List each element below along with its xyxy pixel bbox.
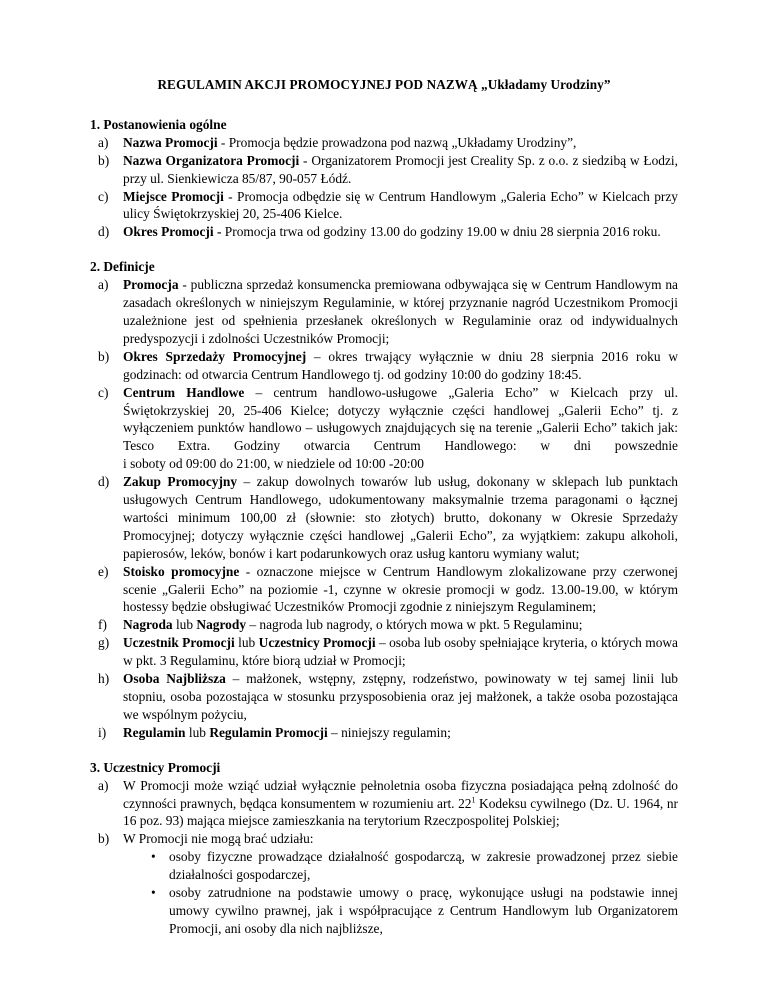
- bullet-item: • osoby fizyczne prowadzące działalność gospodarczą, w zakresie prowadzonej przez siebie działalności gospodarczej,: [151, 849, 678, 883]
- list-item: i) Regulamin lub Regulamin Promocji – niniejszy regulamin;: [98, 724, 451, 740]
- list-item: b) Okres Sprzedaży Promocyjnej – okres trwający wyłącznie w dniu 28 sierpnia 2016 roku w godzinach: od otwarcia Centrum Handlowego tj. od godziny 10:00 do godziny 18:45.: [98, 348, 678, 382]
- bullet-icon: •: [151, 849, 156, 865]
- document-title: REGULAMIN AKCJI PROMOCYJNEJ POD NAZWĄ „Układamy Urodziny”: [157, 77, 611, 92]
- section-participants: [90, 759, 678, 938]
- list-item: f) Nagroda lub Nagrody – nagroda lub nagrody, o których mowa w pkt. 5 Regulaminu;: [98, 617, 583, 633]
- list-item: b) Nazwa Organizatora Promocji - Organizatorem Promocji jest Creality Sp. z o.o. z siedzibą w Łodzi, przy ul. Sienkiewicza 85/87, 90-057 Łódź.: [98, 152, 678, 186]
- bullet-item: • osoby zatrudnione na podstawie umowy o pracę, wykonujące usługi na podstawie innej umowy cywilno prawnej, jak i współpracujące z Centrum Handlowym lub Organizatorem Promocji, ani osoby dla nich najbliższe,: [151, 885, 678, 936]
- list-item: d) Zakup Promocyjny – zakup dowolnych towarów lub usług, dokonany w sklepach lub punktach usługowych Centrum Handlowego, udokumentowany maksymalnie trzema paragonami o łącznej wartości minimum 100,00 zł (słownie: sto złotych) brutto, dokonany w Okresie Sprzedaży Promocyjnej; dotyczy wyłącznie części handlowej „Galerii Echo”, za wyjątkiem: zakupu alkoholi, papierosów, leków, bonów i kart podarunkowych oraz usług kantoru wymiany walut;: [98, 474, 679, 561]
- list-item: c) Miejsce Promocji - Promocja odbędzie się w Centrum Handlowym „Galeria Echo” w Kielcach przy ulicy Świętokrzyskiej 20, 25-406 Kielce.: [98, 188, 678, 222]
- list-item: h) Osoba Najbliższa – małżonek, wstępny, zstępny, rodzeństwo, powinowaty w tej samej linii lub stopniu, osoba pozostająca w stosunku przysposobienia oraz jej małżonek, a także osoba pozostająca we wspólnym pożyciu,: [98, 671, 678, 722]
- section-heading: 2. Definicje: [90, 259, 155, 275]
- section-general-provisions: [90, 116, 678, 241]
- list-item: a) Promocja - publiczna sprzedaż konsumencka premiowana odbywająca się w Centrum Handlowym na zasadach określonych w niniejszym Regulaminie, w której przyznanie nagród Uczestnikom Promocji uzależnione jest od spełnienia przesłanek określonych w Regulaminie oraz od indywidualnych predyspozycji i zdolności Uczestników Promocji;: [98, 277, 678, 346]
- bullet-icon: •: [151, 885, 156, 901]
- list-item: d) Okres Promocji - Promocja trwa od godziny 13.00 do godziny 19.00 w dniu 28 sierpnia 2016 roku.: [98, 224, 661, 240]
- section-heading: 3. Uczestnicy Promocji: [90, 759, 221, 775]
- list-item: a) W Promocji może wziąć udział wyłącznie pełnoletnia osoba fizyczna posiadająca pełną zdolność do czynności prawnych, będąca konsumentem w rozumieniu art. $22^1$ Kodeksu cywilnego (Dz. U. 1964, nr 16 poz. 93) mająca miejsce zamieszkania na terytorium Rzeczpospolitej Polskiej;: [98, 777, 678, 829]
- list-item: a) Nazwa Promocji - Promocja będzie prowadzona pod nazwą „Układamy Urodziny”,: [98, 134, 577, 150]
- list-item: g) Uczestnik Promocji lub Uczestnicy Promocji – osoba lub osoby spełniające kryteria, o których mowa w pkt. 3 Regulaminu, które biorą udział w Promocji;: [98, 635, 679, 669]
- list-item: c) Centrum Handlowe – centrum handlowo-usługowe „Galeria Echo” w Kielcach przy ul. Świętokrzyskiej 20, 25-406 Kielce; dotyczy wyłącznie części handlowej „Galerii Echo” tj. z wyłączeniem punktów handlowo – usługowych znajdujących się na terenie „Galerii Echo” takich jak: Tesco Extra. Godziny otwarcia Centrum Handlowego: w dni powszednie i soboty od 09:00 do 21:00, w niedziele od 10:00 -20:00: [98, 384, 678, 472]
- list-item: b) W Promocji nie mogą brać udziału:: [98, 831, 314, 847]
- section-heading: 1. Postanowienia ogólne: [90, 116, 227, 132]
- section-definitions: [90, 258, 678, 741]
- list-item: e) Stoisko promocyjne - oznaczone miejsce w Centrum Handlowym zlokalizowane przy czerwonej scenie „Galerii Echo” na poziomie -1, czynne w okresie promocji w godz. 13.00-19.00, w którym hostessy będzie obsługiwać Uczestników Promocji zgodnie z niniejszym Regulaminem;: [98, 563, 678, 615]
